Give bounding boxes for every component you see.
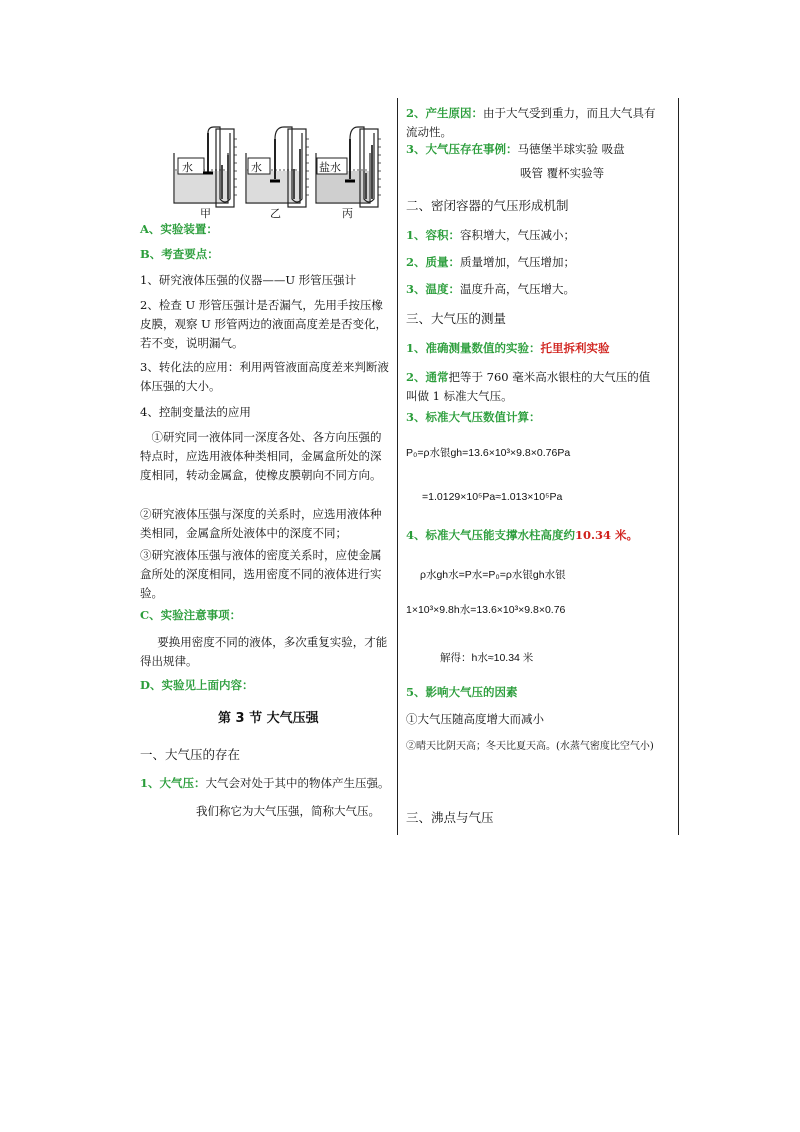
section-b-label: B、考查要点： [140,247,219,261]
cause-label: 2、产生原因： [406,106,484,120]
liquid-label-3: 盐水 [319,161,341,174]
measurement-2-text: 把等于 760 毫米高水银柱的大气压的值叫做 1 标准大气压。 [406,370,651,403]
measurement-1-label: 1、准确测量数值的实验： [406,341,541,355]
factor-2: ②晴天比阴天高；冬天比夏天高。(水蒸气密度比空气小) [406,741,654,752]
cause-text: 由于大气受到重力，而且大气具有流动性。 [406,106,656,139]
measurement-4-label: 4、标准大气压能支撑水柱高度约 [406,528,575,542]
mechanism-3-label: 3、温度： [406,282,461,296]
measurement-2-label: 2、通常 [406,370,449,384]
mechanism-2 [406,253,575,272]
section-d-label: D、实验见上面内容： [140,678,254,692]
section-4-title: 三、沸点与气压 [406,810,494,825]
point-4-2: ②研究液体压强与深度的关系时，应选用液体种类相同，金属盒所处液体中的深度不同； [140,507,382,540]
formula-1: P₀=ρ水银gh=13.6×10³×9.8×0.76Pa [406,447,571,459]
section-3-title: 三、大气压的测量 [406,311,507,326]
section-2-title: 二、密闭容器的气压形成机制 [406,198,569,213]
section-c-label: C、实验注意事项： [140,608,242,622]
section-c-text: 要换用密度不同的液体，多次重复实验，才能得出规律。 [140,635,388,668]
measurement-3-label: 3、标准大气压数值计算： [406,410,541,424]
measurement-4 [406,526,638,545]
section-a-label: A、实验装置： [140,222,218,236]
examples-text: 马德堡半球实验 吸盘 [517,142,625,156]
point-1: 1、研究液体压强的仪器——U 形管压强计 [140,273,357,287]
mechanism-3 [406,280,575,299]
liquid-label-1: 水 [182,161,193,174]
page-right-border [678,98,679,835]
point-4-3: ③研究液体压强与液体的密度关系时，应使金属盒所处的深度相同，选用密度不同的液体进行实验。 [140,548,382,600]
mechanism-3-text: 温度升高，气压增大。 [460,282,576,296]
column-divider [397,98,398,835]
figure-label-jia: 甲 [200,207,211,220]
point-4: 4、控制变量法的应用 [140,405,251,419]
atmosphere-text: 大气会对处于其中的物体产生压强。 [205,776,390,790]
figure-label-yi: 乙 [270,207,281,220]
mechanism-2-label: 2、质量： [406,255,461,269]
point-4-1: ①研究同一液体同一深度各处、各方向压强的特点时，应选用液体种类相同，金属盒所处的深度相同，转动金属盒，使橡皮膜朝向不同方向。 [140,430,382,482]
chapter-title: 第 3 节 大气压强 [218,711,319,726]
measurement-1 [406,339,610,358]
mechanism-1-label: 1、容积： [406,228,461,242]
formula-3: ρ水gh水=P水=P₀=ρ水银gh水银 [420,569,566,581]
torricelli-experiment: 托里拆利实验 [540,341,610,355]
factor-1: ①大气压随高度增大而减小 [406,712,544,726]
mechanism-1-text: 容积增大，气压减小； [460,228,576,242]
atmosphere-definition-2: 我们称它为大气压强，简称大气压。 [196,804,380,818]
formula-5: 解得：h水≈10.34 米 [440,652,534,664]
examples-label: 3、大气压存在事例： [406,142,518,156]
liquid-label-2: 水 [251,161,262,174]
point-3: 3、转化法的应用：利用两管液面高度差来判断液体压强的大小。 [140,360,389,393]
section-1-title: 一、大气压的存在 [140,747,241,762]
atmosphere-definition [140,774,395,793]
u-tube-experiment-figure [170,125,395,220]
mechanism-1 [406,226,575,245]
mechanism-2-text: 质量增加，气压增加； [460,255,576,269]
examples-line [406,140,666,159]
measurement-5-label: 5、影响大气压的因素 [406,685,518,699]
measurement-2 [406,368,656,406]
formula-4: 1×10³×9.8h水=13.6×10³×9.8×0.76 [406,604,566,616]
figure-label-bing: 丙 [342,207,353,220]
point-2: 2、检查 U 形管压强计是否漏气，先用手按压橡皮膜，观察 U 形管两边的液面高度差是否变化，若不变，说明漏气。 [140,298,388,350]
examples-text-2: 吸管 覆杯实验等 [520,166,605,180]
formula-2: =1.0129×10⁵Pa≈1.013×10⁵Pa [422,491,563,503]
atmosphere-label: 1、大气压： [140,776,206,790]
cause-line [406,104,656,142]
water-column-height: 10.34 米。 [575,528,639,542]
